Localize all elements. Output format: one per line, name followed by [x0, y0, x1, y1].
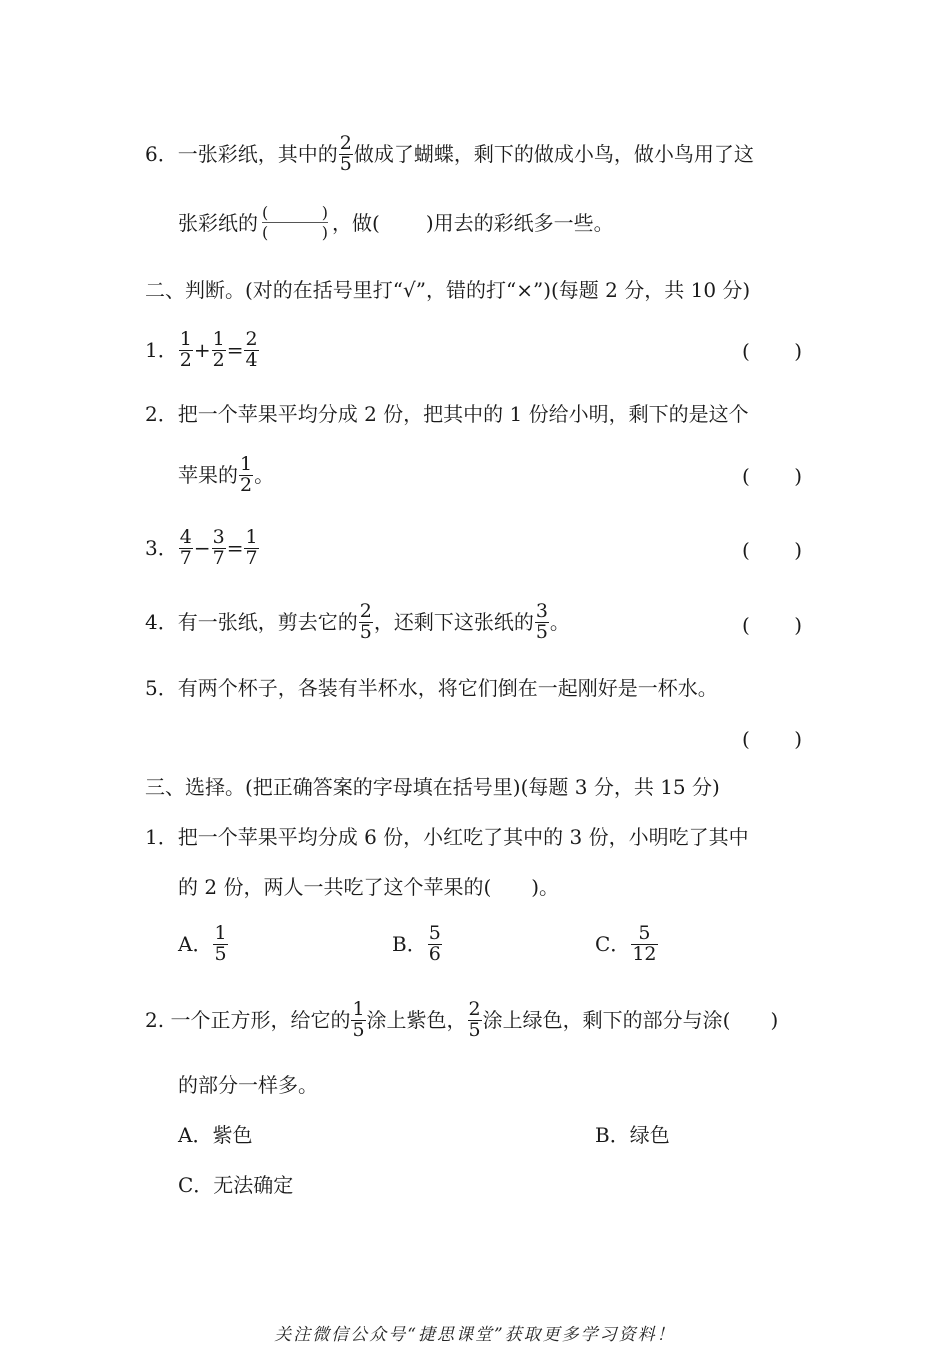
s3-q2-option-c[interactable]: C．无法确定: [178, 1173, 294, 1197]
s2-q5-answer-paren[interactable]: ( ): [742, 727, 802, 751]
s2-q3-frac-b: $\frac{3}{7}$: [212, 526, 225, 569]
s2-q2-answer-paren[interactable]: ( ): [742, 464, 802, 488]
s2-q5: 5．有两个杯子，各装有半杯水，将它们倒在一起刚好是一杯水。: [145, 676, 718, 700]
q6-line2-text-a: 张彩纸的: [178, 210, 258, 235]
s2-q1: 1． $\frac{1}{2}$ + $\frac{1}{2}$ = $\frac{2}{4}$: [145, 328, 258, 371]
s2-q2-line1: 2．把一个苹果平均分成 2 份，把其中的 1 份给小明，剩下的是这个: [145, 402, 749, 426]
q6-line2-text-c: )用去的彩纸多一些。: [425, 210, 614, 235]
s3-q1-line2: 的 2 份，两人一共吃了这个苹果的( )。: [178, 875, 560, 899]
s2-q4-frac-a: $\frac{2}{5}$: [359, 600, 372, 643]
s2-q1-frac-a: $\frac{1}{2}$: [179, 328, 192, 371]
s2-q1-frac-b: $\frac{1}{2}$: [212, 328, 225, 371]
s3-q1-option-c[interactable]: C． $\frac{5}{12}$: [595, 922, 657, 965]
s2-q3: 3． $\frac{4}{7}$ − $\frac{3}{7}$ = $\frac{1}{7}$: [145, 526, 258, 569]
section2-heading: 二、判断。(对的在括号里打“√”，错的打“×”)(每题 2 分，共 10 分): [145, 278, 751, 302]
s3-q2-frac-b: $\frac{2}{5}$: [468, 998, 481, 1041]
s2-q4-frac-b: $\frac{3}{5}$: [535, 600, 548, 643]
s3-q2-option-a[interactable]: A．紫色: [178, 1123, 253, 1147]
q6-blank-fraction[interactable]: ( ) ( ): [262, 203, 328, 243]
footer-promo: 关注微信公众号“捷思课堂”获取更多学习资料！: [274, 1325, 676, 1345]
s3-q1-line1: 1．把一个苹果平均分成 6 份，小红吃了其中的 3 份，小明吃了其中: [145, 825, 749, 849]
s3-q1-option-a[interactable]: A． $\frac{1}{5}$: [178, 922, 227, 965]
s2-q1-answer-paren[interactable]: ( ): [742, 339, 802, 363]
q6-line2: [178, 203, 614, 242]
s3-q1-option-b[interactable]: B． $\frac{5}{6}$: [392, 922, 441, 965]
s2-q3-frac-c: $\frac{1}{7}$: [245, 526, 258, 569]
s3-q2-line2: 的部分一样多。: [178, 1073, 318, 1097]
s2-q2-line2: 苹果的 $\frac{1}{2}$ 。: [178, 453, 275, 496]
s2-q4: 4．有一张纸，剪去它的 $\frac{2}{5}$ ，还剩下这张纸的 $\frac{3}{5}$ 。: [145, 600, 570, 643]
s2-q1-frac-c: $\frac{2}{4}$: [245, 328, 258, 371]
s2-q2-frac: $\frac{1}{2}$: [240, 453, 253, 496]
q6-text-b: 做成了蝴蝶，剩下的做成小鸟，做小鸟用了这: [353, 142, 754, 167]
q6-fraction: $\frac{2}{5}$: [339, 132, 352, 175]
s3-q2-line1: 2. 一个正方形，给它的 $\frac{1}{5}$ 涂上紫色， $\frac{2}{5}$ 涂上绿色，剩下的部分与涂( ): [145, 998, 779, 1041]
q6-line1: [145, 134, 754, 175]
s3-q2-frac-a: $\frac{1}{5}$: [352, 998, 365, 1041]
q6-line2-text-b: ，做(: [332, 210, 380, 235]
q6-text-a: 6．一张彩纸，其中的: [145, 142, 338, 167]
s2-q3-answer-paren[interactable]: ( ): [742, 538, 802, 562]
s2-q3-frac-a: $\frac{4}{7}$: [179, 526, 192, 569]
section3-heading: 三、选择。(把正确答案的字母填在括号里)(每题 3 分，共 15 分): [145, 775, 720, 799]
s2-q4-answer-paren[interactable]: ( ): [742, 613, 802, 637]
s3-q2-option-b[interactable]: B．绿色: [595, 1123, 670, 1147]
